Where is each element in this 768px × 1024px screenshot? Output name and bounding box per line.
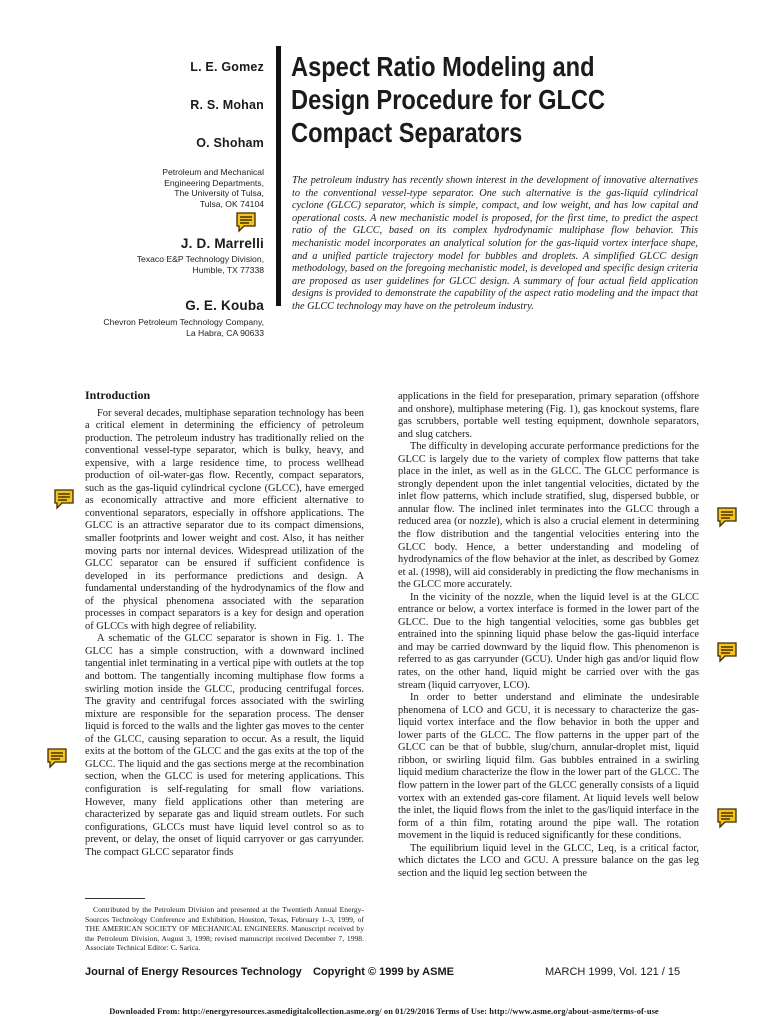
column-right bbox=[398, 391, 699, 880]
sticky-note-icon[interactable] bbox=[715, 640, 739, 669]
sticky-note-icon[interactable] bbox=[52, 487, 76, 516]
title-rule bbox=[276, 46, 281, 306]
paragraph: For several decades, multiphase separation technology has been a critical element in determining the efficiency of petroleum production. The petroleum industry has traditionally relied on the conventional vessel-type separator, which is bulky, heavy, and expensive, with a large residence time, to process wellhead production of oil-water-gas flow. Recently, compact separators, such as the gas-liquid cylindrical cyclone (GLCC), have emerged as economically attractive and more efficient alternative to conventional separators, especially in offshore applications. The GLCC is an attractive separator due to its compact dimensions, smaller footprints and lower weight and cost. Also, it has neither moving parts nor internal devices. Widespread utilization of the GLCC separator can be ensured if sufficient confidence is developed in its performance predictions and design. A fundamental understanding of the hydrodynamics of the flow and of the physical phenomena associated with the separation processes in compact separators is a key for design and operation of GLCCs with high degree of reliability. bbox=[85, 407, 364, 632]
footer-journal: Journal of Energy Resources Technology bbox=[85, 966, 302, 978]
paragraph: The difficulty in developing accurate performance predictions for the GLCC is largely due to the variety of complex flow patterns that take place in the inlet, as well as in the GLCC. The GLCC performance is strongly dependent upon the inlet tangential velocities, dictated by the inlet flow patterns, which include stratified, slug, dispersed bubble, or annular flow. The inclined inlet terminates into the GLCC through a reduced area (or nozzle), which is also a crucial element in determining the flow distribution and the tangential velocities entering into the GLCC body. Hence, a better understanding and modeling of hydrodynamics of the flow behavior at the inlet, as described by Gomez et al. (1998), will aid considerably in predicting the flow mechanisms in the GLCC more accurately. bbox=[398, 441, 699, 591]
paragraph: applications in the field for preseparation, primary separation (offshore and onshore), multiphase metering (Fig. 1), gas knockout systems, flare gas scrubbers, portable well testing equipment, downhole separators, and slug catchers. bbox=[398, 391, 699, 440]
footnote-rule bbox=[85, 898, 145, 899]
sticky-note-icon[interactable] bbox=[45, 746, 69, 775]
abstract: The petroleum industry has recently shown interest in the development of innovative alternatives to the conventional vessel-type separator. One such alternative is the gas-liquid cylindrical cyclone (GLCC) separator, which is simple, compact, and low weight, and has low capital and operational costs. A new mechanistic model is proposed, for the first time, to predict the aspect ratio of the GLCC, based on its complex hydrodynamic multiphase flow behavior. This mechanistic model incorporates an analytical solution for the gas-liquid vortex interface shape, and a unified particle trajectory model for bubbles and droplets. A simplified GLCC design methodology, based on the foregoing mechanistic model, is developed and specific design criteria are proposed as user guidelines for GLCC design. A summary of four actual field application designs is provided to demonstrate the capability of the aspect ratio modeling and the impact that the GLCC technology may have on the petroleum industry. bbox=[292, 175, 698, 312]
paragraph: In order to better understand and eliminate the undesirable phenomena of LCO and GCU, it is necessary to characterize the gas-liquid vortex interface and the flow behavior in both the upper and lower parts of the GLCC. The flow patterns in the upper part of the GLCC can be that of bubble, slug/churn, annular-droplet mist, liquid ribbon, or swirling liquid film. Gas bubbles entrained in a swirling liquid medium characterize the flow in the lower part of the GLCC. The flow pattern in the lower part of the GLCC generally consists of a liquid vortex with an extended gas-core filament. At liquid levels well below the inlet, the liquid flows from the inlet to the gas/liquid interface in the form of a thin film, rotating around the pipe wall. The rotation movement in the liquid is reduced significantly for these conditions. bbox=[398, 692, 699, 842]
affiliation-tulsa: Petroleum and Mechanical Engineering Departments, The University of Tulsa, Tulsa, OK 74104 bbox=[162, 167, 264, 209]
author-gomez: L. E. Gomez bbox=[190, 60, 264, 74]
author-kouba: G. E. Kouba bbox=[185, 298, 264, 313]
sticky-note-icon[interactable] bbox=[715, 806, 739, 835]
section-heading-introduction: Introduction bbox=[85, 388, 151, 402]
sticky-note-icon[interactable] bbox=[234, 210, 258, 239]
footer-issue: MARCH 1999, Vol. 121 / 15 bbox=[545, 966, 681, 978]
sticky-note-icon[interactable] bbox=[715, 505, 739, 534]
affiliation-chevron: Chevron Petroleum Technology Company, La Habra, CA 90633 bbox=[103, 317, 264, 338]
paragraph: A schematic of the GLCC separator is shown in Fig. 1. The GLCC has a simple construction, with a downward inclined tangential inlet terminating in a vertical pipe with outlets at the top and bottom. The tangentially incoming multiphase flow forms a swirling motion inside the GLCC, producing centrifugal forces. The gravity and centrifugal forces associated with the swirling mixture are responsible for the separation process. The denser liquid is forced to the walls and the lighter gas moves to the center of the GLCC, causing separation to occur. As a result, the liquid exits at the bottom of the GLCC and the gas exits at the top of the GLCC. The liquid and the gas sections merge at the recombination section, when the GLCC is used for metering applications. This configuration is self-regulating for small flow variations. However, many field applications other than metering are characterized by separate gas and liquid stream outlets. For such configurations, GLCCs must have liquid level control so as to prevent, or delay, the onset of liquid carryover or gas carryunder. The compact GLCC separator finds bbox=[85, 633, 364, 858]
author-marrelli: J. D. Marrelli bbox=[180, 236, 264, 251]
download-notice: Downloaded From: http://energyresources.asmedigitalcollection.asme.org/ on 01/29/2016 Terms of Use: http://www.asme.org/about-asme/terms-of-use bbox=[109, 1007, 659, 1016]
footer-copyright: Copyright © 1999 by ASME bbox=[313, 966, 454, 978]
paragraph: The equilibrium liquid level in the GLCC, Leq, is a critical factor, which dictates the LCO and GCU. A pressure balance on the gas leg section and the liquid leg section between the bbox=[398, 842, 699, 879]
affiliation-texaco: Texaco E&P Technology Division, Humble, TX 77338 bbox=[136, 254, 264, 275]
column-left bbox=[85, 388, 364, 859]
paper-title: Aspect Ratio Modeling and Design Procedure for GLCC Compact Separators bbox=[291, 51, 606, 148]
paragraph: In the vicinity of the nozzle, when the liquid level is at the GLCC entrance or below, a vortex interface is formed in the lower part of the GLCC. Due to the high tangential velocities, some gas bubbles get entrained into the spinning liquid phase below the gas-liquid interface and may be carried downward by the liquid flow. This phenomenon is referred to as gas carryunder (GCU). Under high gas and/or liquid flow rates, on the other hand, liquid might be carried over with the gas stream (liquid carryover, LCO). bbox=[398, 591, 699, 691]
author-mohan: R. S. Mohan bbox=[190, 98, 264, 112]
footnote: Contributed by the Petroleum Division and presented at the Twentieth Annual Energy-Sources Technology Conference and Exhibition, Houston, Texas, February 1–3, 1999, of THE AMERICAN SOCIETY OF MECHANICAL ENGINEERS. Manuscript received by the Petroleum Division, August 3, 1998; revised manuscript received December 7, 1998. Associate Technical Editor: C. Sarica. bbox=[85, 905, 364, 953]
author-shoham: O. Shoham bbox=[196, 136, 264, 150]
